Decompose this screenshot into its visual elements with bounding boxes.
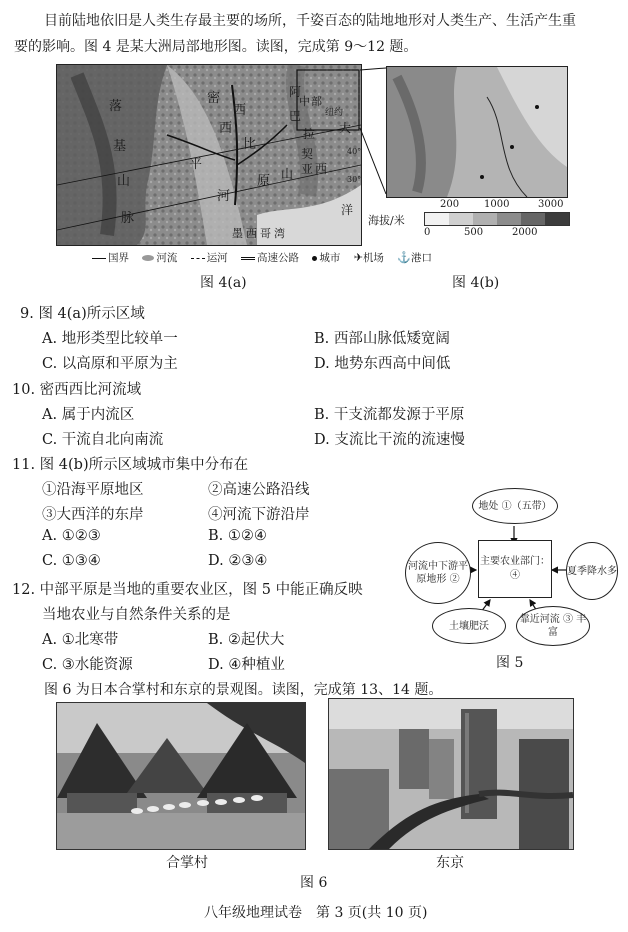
question-12-stem-2: 当地农业与自然条件关系的是 <box>42 607 231 623</box>
elevation-scale-bar <box>424 212 570 226</box>
elev-tick: 200 <box>440 199 460 210</box>
q11-item-2: ②高速公路沿线 <box>208 482 310 498</box>
label-tokyo: 东京 <box>436 855 464 871</box>
question-11-stem: 11. 图 4(b)所示区域城市集中分布在 <box>12 457 249 473</box>
q10-option-c[interactable]: C. 干流自北向南流 <box>42 432 164 448</box>
intro-line-2: 要的影响。图 4 是某大洲局部地形图。读图，完成第 9～12 题。 <box>14 39 418 55</box>
map-label: 比 <box>243 137 257 152</box>
fig5-node-bottom-right: 靠近河流 ③ 丰富 <box>516 606 590 646</box>
q11-option-b[interactable]: B. ①②④ <box>208 528 267 544</box>
city-icon <box>312 256 317 261</box>
q10-option-d[interactable]: D. 支流比干流的流速慢 <box>314 432 465 448</box>
map-label: 湾 <box>274 227 285 240</box>
map-label: 拉 <box>303 127 316 141</box>
figure-6-intro: 图 6 为日本合掌村和东京的景观图。读图，完成第 13、14 题。 <box>44 682 443 698</box>
map-label: 40° <box>347 147 362 156</box>
tokyo-scene <box>329 699 573 849</box>
q11-option-c[interactable]: C. ①③④ <box>42 553 101 569</box>
fig5-node-center: 主要农业部门：④ <box>478 540 552 598</box>
map-label: 西 <box>219 121 233 136</box>
map-label: 阿 <box>289 85 302 99</box>
fig5-node-left: 河流中下游平原地形 ② <box>405 542 471 604</box>
map-label: 基 <box>113 139 127 154</box>
figure-4b-caption: 图 4(b) <box>452 275 500 291</box>
legend-city: 城市 <box>319 252 341 264</box>
q9-option-c[interactable]: C. 以高原和平原为主 <box>42 356 178 372</box>
label-shirakawa: 合掌村 <box>166 855 208 871</box>
map-label: 巴 <box>289 109 302 123</box>
photo-shirakawa-village <box>56 702 306 850</box>
q11-item-3: ③大西洋的东岸 <box>42 507 144 523</box>
elevation-title: 海拔/米 <box>368 214 405 227</box>
legend-river: 河流 <box>156 252 178 264</box>
elev-tick: 3000 <box>538 199 564 210</box>
figure-4b-map <box>386 66 568 198</box>
map-label: 30° <box>347 175 362 184</box>
map-label: 河 <box>217 189 231 204</box>
canal-icon <box>191 258 205 259</box>
fig5-node-right: 夏季降水多 <box>566 542 618 600</box>
elev-tick: 0 <box>424 227 431 238</box>
q12-option-a[interactable]: A. ①北寒带 <box>42 632 119 648</box>
map-label: 脉 <box>121 211 135 226</box>
page-footer: 八年级地理试卷 第 3 页(共 10 页) <box>204 905 428 921</box>
map-legend <box>92 250 442 265</box>
map-label: 墨 <box>232 227 243 240</box>
legend-canal: 运河 <box>206 252 228 264</box>
terrain-map-b <box>387 67 567 197</box>
intro-line-1: 目前陆地依旧是人类生存最主要的场所，千姿百态的陆地地形对人类生产、生活产生重 <box>44 13 576 29</box>
map-label: 密 <box>207 91 221 106</box>
airport-icon: ✈ <box>353 251 363 264</box>
q11-option-a[interactable]: A. ①②③ <box>42 528 101 544</box>
village-scene <box>57 703 305 849</box>
q12-option-c[interactable]: C. ③水能资源 <box>42 657 133 673</box>
q11-item-1: ①沿海平原地区 <box>42 482 144 498</box>
map-label: 西 <box>246 227 257 240</box>
question-9-stem: 9. 图 4(a)所示区域 <box>20 306 145 322</box>
question-12-stem-1: 12. 中部平原是当地的重要农业区，图 5 中能正确反映 <box>12 582 363 598</box>
map-label: 纽约 <box>325 108 344 118</box>
q9-option-d[interactable]: D. 地势东西高中间低 <box>314 356 451 372</box>
port-icon: ⚓ <box>397 251 411 264</box>
map-label: 平 <box>189 157 203 172</box>
map-label: 契 <box>301 147 314 161</box>
photo-tokyo <box>328 698 574 850</box>
map-label: 西 <box>233 103 247 118</box>
map-label: 哥 <box>260 227 271 240</box>
map-label: 西 <box>315 162 328 176</box>
q12-option-b[interactable]: B. ②起伏大 <box>208 632 285 648</box>
q9-option-a[interactable]: A. 地形类型比较单一 <box>42 331 178 347</box>
map-label: 亚 <box>301 162 314 176</box>
elev-tick: 2000 <box>512 227 538 238</box>
map-label: 部 <box>311 95 322 108</box>
legend-port: 港口 <box>410 252 432 264</box>
map-label: 中 <box>299 95 310 108</box>
legend-highway: 高速公路 <box>257 252 300 264</box>
legend-border: 国界 <box>108 252 129 264</box>
elev-tick: 500 <box>464 227 484 238</box>
figure-4a-caption: 图 4(a) <box>200 275 247 291</box>
fig5-node-top: 地处 ①（五带） <box>472 488 558 524</box>
q11-item-4: ④河流下游沿岸 <box>208 507 310 523</box>
elev-tick: 1000 <box>484 199 510 210</box>
fig5-node-bottom-left: 土壤肥沃 <box>432 608 506 644</box>
q10-option-a[interactable]: A. 属于内流区 <box>42 407 135 423</box>
q9-option-b[interactable]: B. 西部山脉低矮宽阔 <box>314 331 450 347</box>
figure-5-caption: 图 5 <box>496 655 524 671</box>
map-label: 山 <box>117 174 131 189</box>
map-label: 洋 <box>341 203 354 217</box>
q10-option-b[interactable]: B. 干支流都发源于平原 <box>314 407 465 423</box>
q12-option-d[interactable]: D. ④种植业 <box>208 657 285 673</box>
river-icon <box>142 255 154 261</box>
border-line-icon <box>92 258 106 259</box>
figure-6-caption: 图 6 <box>300 875 328 891</box>
zoom-connector-lines <box>300 66 390 196</box>
highway-icon <box>241 257 255 260</box>
question-10-stem: 10. 密西西比河流域 <box>12 382 142 398</box>
map-label: 大 <box>339 121 352 135</box>
legend-airport: 机场 <box>362 252 384 264</box>
map-label: 山 <box>281 167 294 181</box>
q11-option-d[interactable]: D. ②③④ <box>208 553 268 569</box>
map-label: 落 <box>109 99 123 114</box>
map-label: 原 <box>257 174 271 189</box>
